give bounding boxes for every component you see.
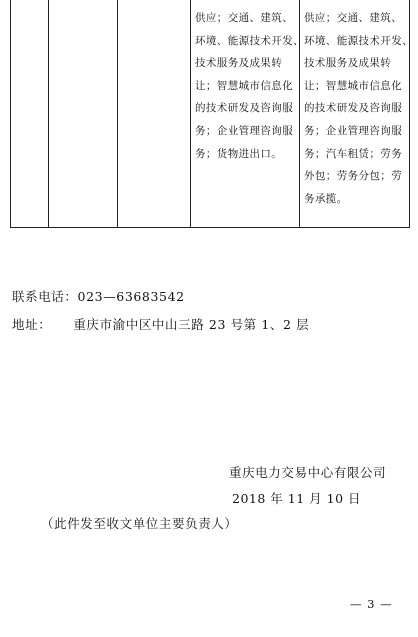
business-scope-cell-left — [195, 7, 304, 165]
issue-date: 2018 年 11 月 10 日 — [232, 491, 361, 506]
business-scope-right-line: 环境、能源技术开发、 — [304, 34, 413, 47]
address-line — [12, 315, 309, 333]
business-scope-left-line: 技术服务及成果转 — [195, 57, 283, 70]
contact-phone: 023—63683542 — [77, 289, 185, 304]
contact-label: 联系电话： — [12, 289, 78, 304]
business-scope-right-line: 技术服务及成果转 — [304, 57, 392, 70]
table-bottom-border — [10, 227, 409, 228]
business-scope-left-line: 务；货物进出口。 — [195, 147, 283, 160]
business-scope-left-line: 务；企业管理咨询服 — [195, 124, 294, 137]
business-scope-left-line: 让；智慧城市信息化 — [195, 79, 294, 92]
business-scope-right-line: 的技术研发及咨询服 — [304, 102, 403, 115]
business-scope-left-line: 环境、能源技术开发、 — [195, 34, 304, 47]
business-scope-right-line: 让；智慧城市信息化 — [304, 79, 403, 92]
table-column-divider — [117, 0, 118, 228]
issuer-company: 重庆电力交易中心有限公司 — [229, 465, 387, 480]
contact-phone-line — [12, 287, 185, 305]
business-scope-right-line: 务；企业管理咨询服 — [304, 124, 403, 137]
table-border-left — [10, 0, 11, 228]
business-scope-left-line: 的技术研发及咨询服 — [195, 102, 294, 115]
business-scope-right-line: 外包；劳务分包；劳 — [304, 170, 403, 183]
page-number: — 3 — — [350, 597, 393, 611]
table-column-divider — [48, 0, 49, 228]
business-scope-cell-right — [304, 7, 413, 210]
business-scope-right-line: 务；汽车租赁；劳务 — [304, 147, 403, 160]
address-label: 地址： — [12, 317, 52, 332]
address-value: 重庆市渝中区中山三路 23 号第 1、2 层 — [73, 317, 310, 332]
business-scope-right-line: 务承揽。 — [304, 192, 348, 205]
table-column-divider — [190, 0, 191, 228]
business-scope-right-line: 供应；交通、建筑、 — [304, 12, 403, 24]
distribution-note: （此件发至收文单位主要负责人） — [41, 516, 238, 531]
business-scope-left-line: 供应；交通、建筑、 — [195, 12, 294, 24]
